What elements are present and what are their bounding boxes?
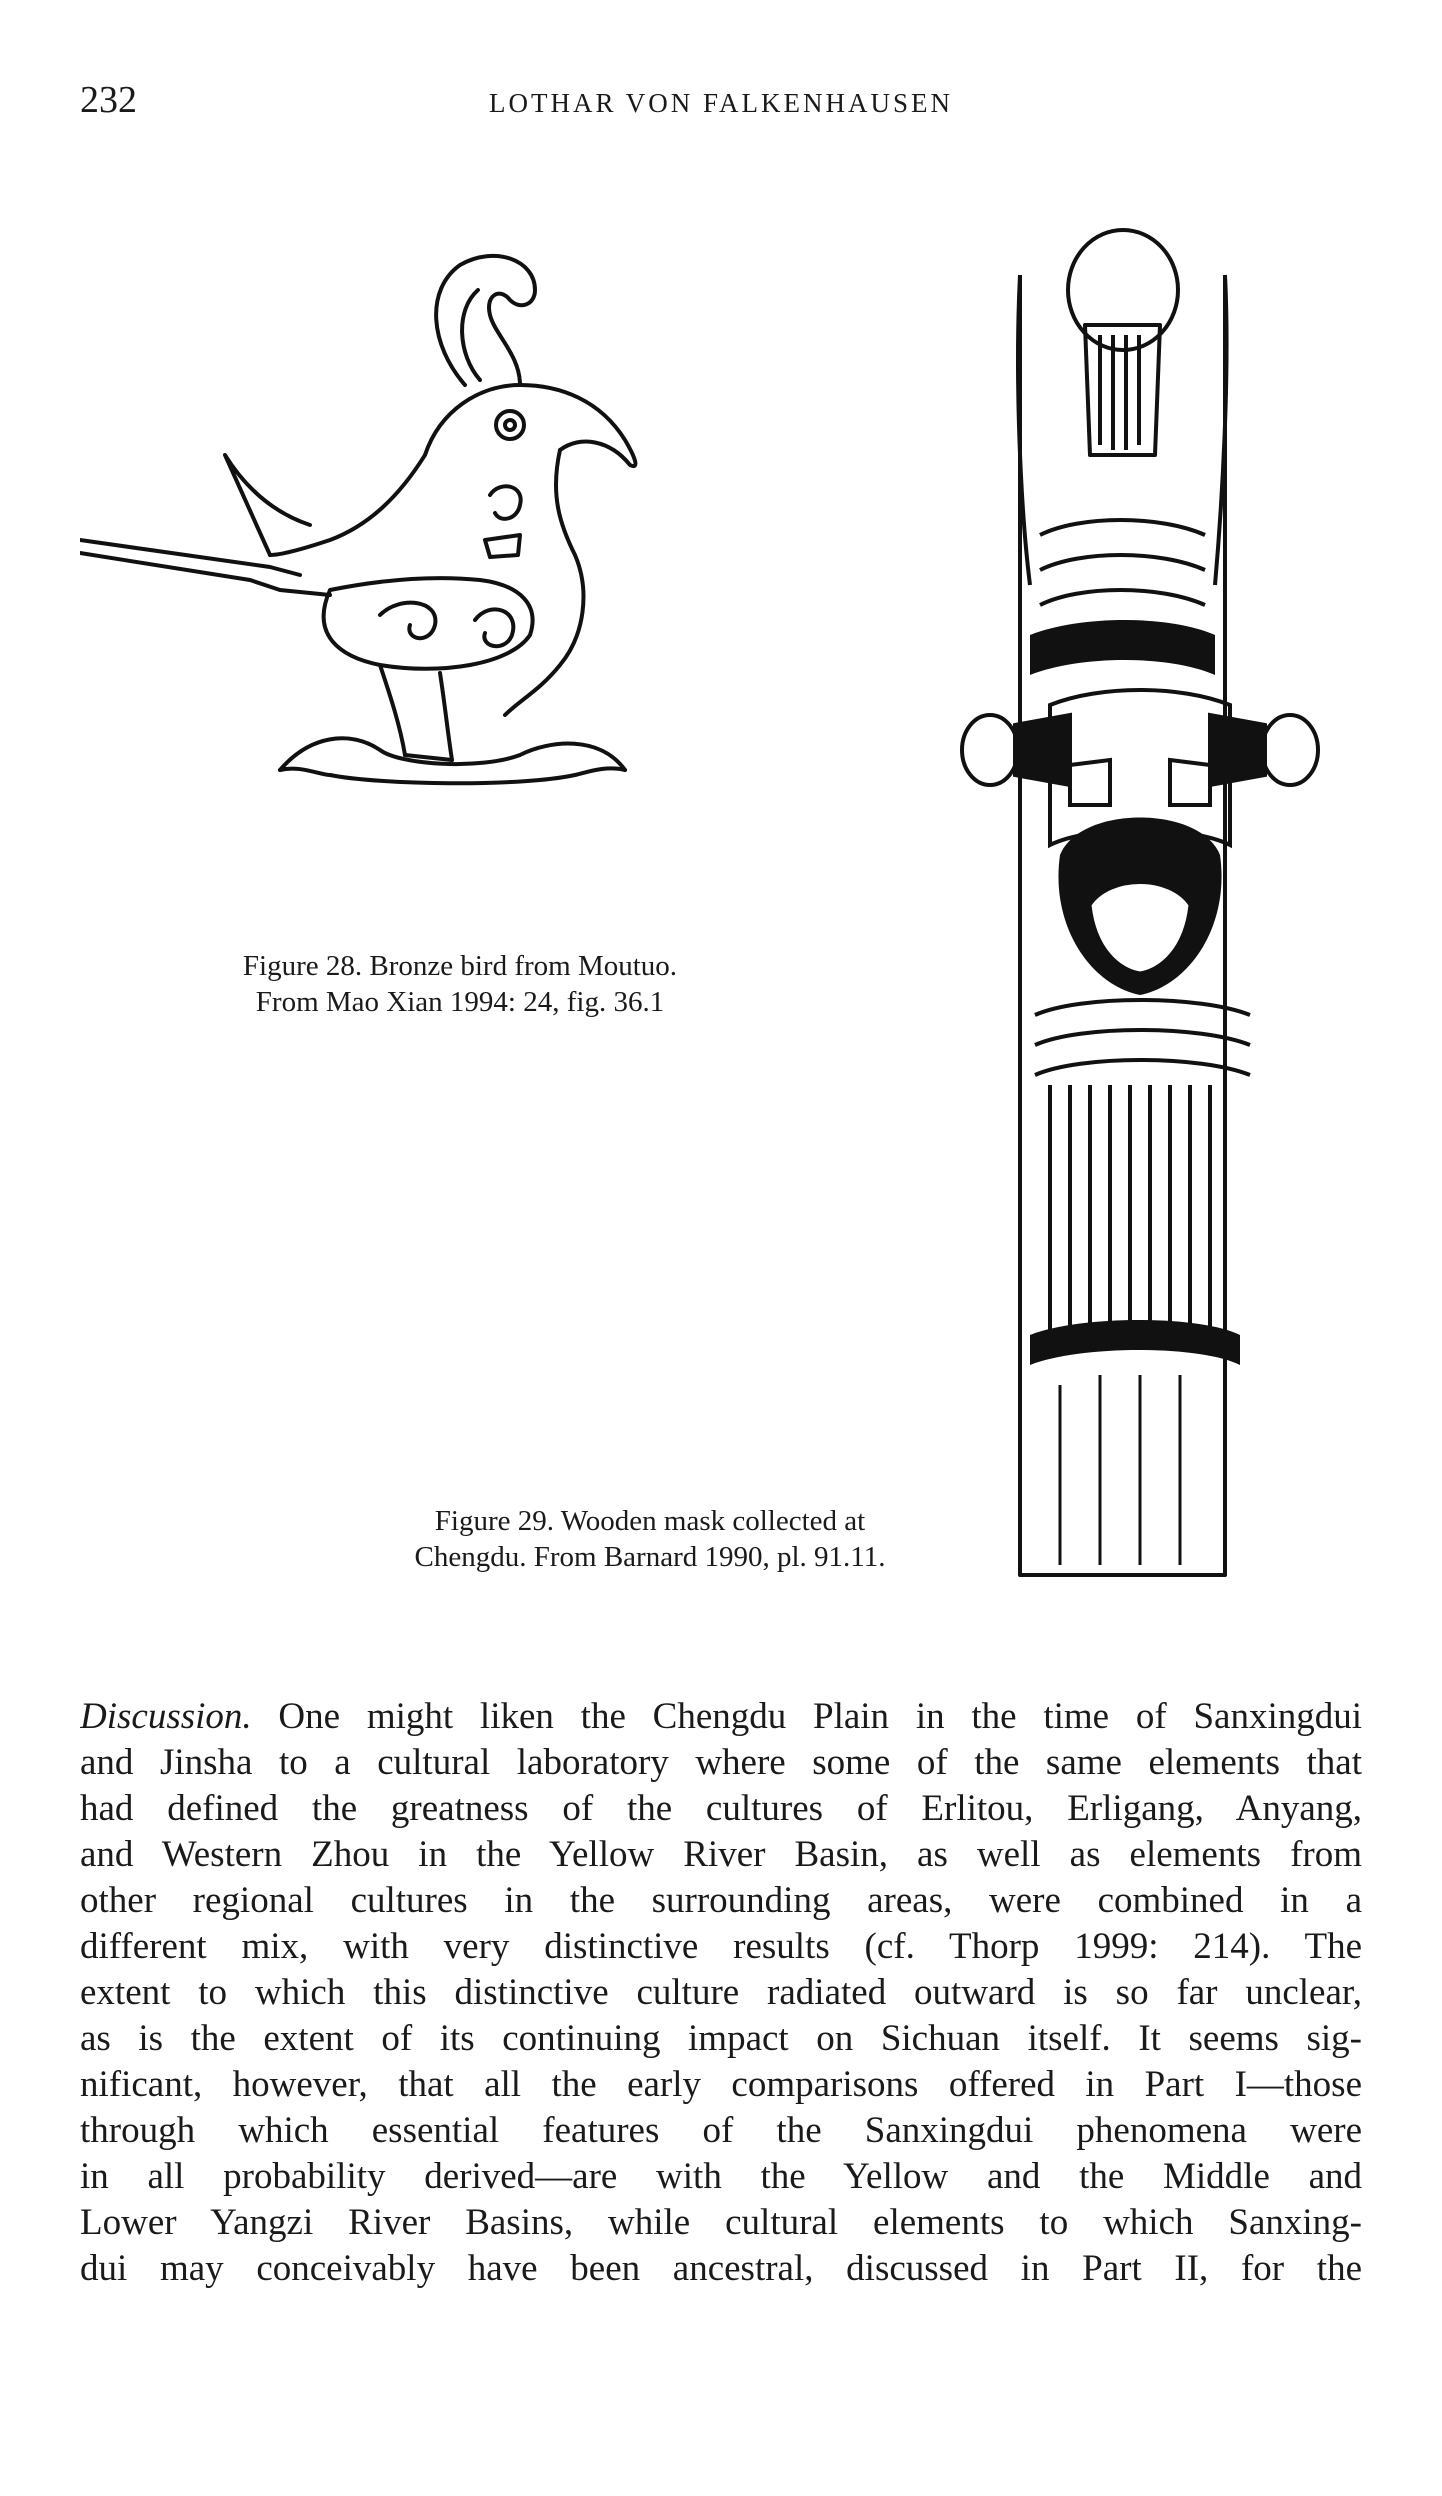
- text-line: and Jinsha to a cultural laboratory where some of the same elements that: [80, 1742, 1362, 1783]
- bronze-bird-drawing-icon: [80, 195, 860, 925]
- text-line: other regional cultures in the surrounding areas, were combined in a: [80, 1880, 1362, 1921]
- text-line: dui may conceivably have been ancestral, discussed in Part II, for the: [80, 2248, 1362, 2289]
- figure-28-caption: [120, 948, 800, 1020]
- discussion-paragraph: [80, 1694, 1362, 2292]
- text-line: Lower Yangzi River Basins, while cultural elements to which Sanxing-: [80, 2202, 1362, 2243]
- text-line: through which essential features of the Sanxingdui phenomena were: [80, 2110, 1362, 2151]
- text-line: nificant, however, that all the early comparisons offered in Part I—those: [80, 2064, 1362, 2105]
- text-line: [80, 1694, 1362, 1740]
- figure-29-caption: [345, 1503, 955, 1575]
- page-number: 232: [80, 79, 137, 121]
- text-line: and Western Zhou in the Yellow River Basin, as well as elements from: [80, 1834, 1362, 1875]
- text-line-rest: One might liken the Chengdu Plain in the time of Sanxingdui: [251, 1696, 1362, 1737]
- text-line: extent to which this distinctive culture radiated outward is so far unclear,: [80, 1972, 1362, 2013]
- text-line: had defined the greatness of the cultures of Erlitou, Erligang, Anyang,: [80, 1788, 1362, 1829]
- text-line: in all probability derived—are with the Yellow and the Middle and: [80, 2156, 1362, 2197]
- caption-line: Chengdu. From Barnard 1990, pl. 91.11.: [414, 1541, 886, 1573]
- wooden-mask-drawing-icon: [960, 205, 1330, 1595]
- caption-line: Figure 28. Bronze bird from Moutuo.: [242, 950, 678, 982]
- text-line: different mix, with very distinctive results (cf. Thorp 1999: 214). The: [80, 1926, 1362, 1967]
- caption-line: From Mao Xian 1994: 24, fig. 36.1: [255, 986, 665, 1018]
- running-head: LOTHAR VON FALKENHAUSEN: [489, 88, 953, 118]
- caption-line: Figure 29. Wooden mask collected at: [434, 1505, 866, 1537]
- text-line: as is the extent of its continuing impact on Sichuan itself. It seems sig-: [80, 2018, 1362, 2059]
- discussion-lead-in: Discussion.: [80, 1696, 252, 1737]
